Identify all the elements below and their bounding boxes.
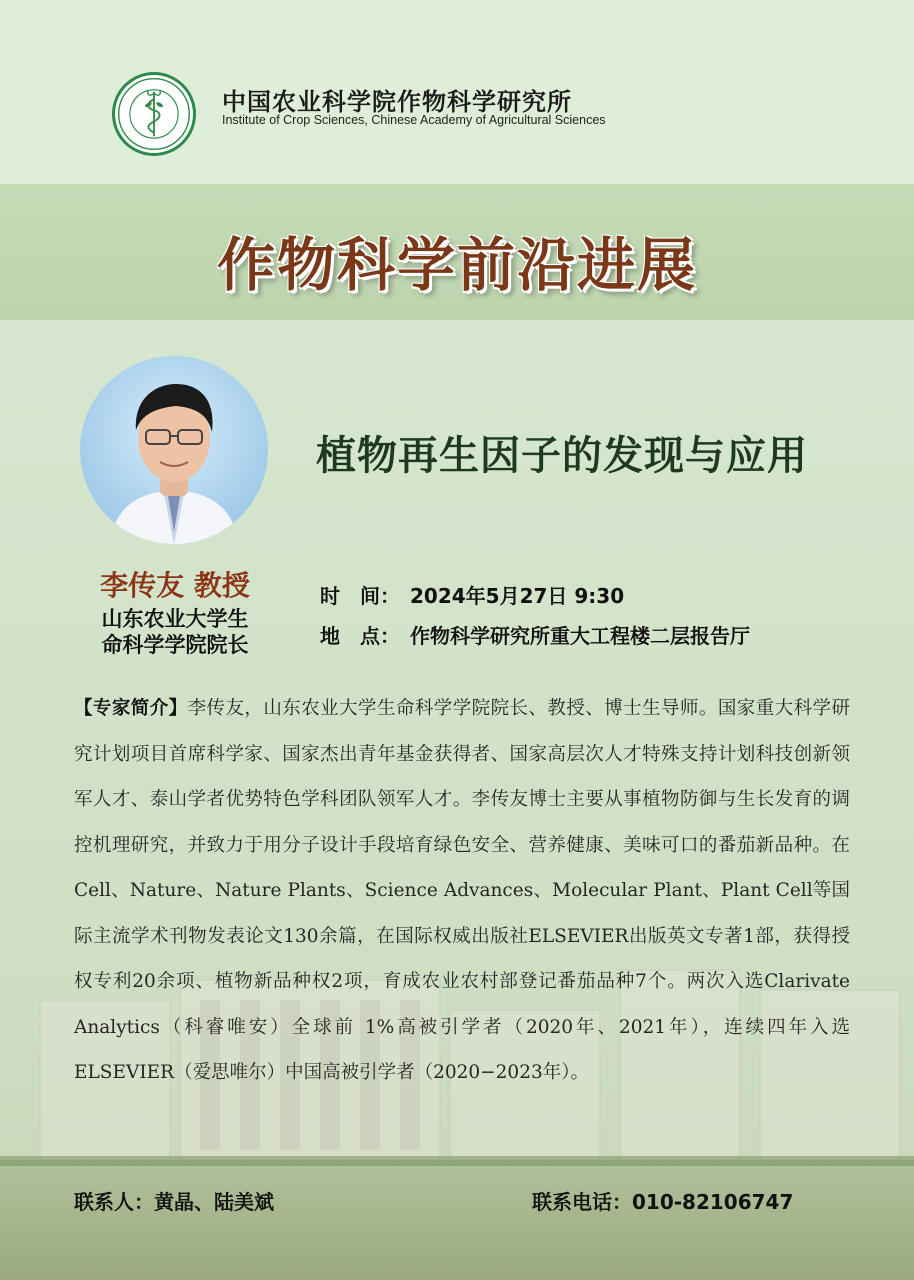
contact-persons: 联系人：黄晶、陆美斌 <box>74 1190 274 1214</box>
event-time-value: 2024年5月27日 9:30 <box>410 584 625 608</box>
expert-bio <box>74 686 850 1096</box>
event-place-value: 作物科学研究所重大工程楼二层报告厅 <box>410 624 750 648</box>
event-time-label: 时 间： <box>320 584 400 608</box>
bio-label: 【专家简介】 <box>74 698 188 719</box>
institute-name-cn: 中国农业科学院作物科学研究所 <box>222 88 572 116</box>
speaker-portrait <box>80 356 268 544</box>
speaker-affiliation-line1: 山东农业大学生 <box>101 607 249 631</box>
speaker-name: 李传友 教授 <box>100 569 250 602</box>
series-title: 作物科学前沿进展 <box>216 231 697 299</box>
talk-title: 植物再生因子的发现与应用 <box>316 433 808 479</box>
event-place <box>320 620 750 649</box>
event-time <box>320 580 624 609</box>
institute-name-en: Institute of Crop Sciences, Chinese Academy of Agricultural Sciences <box>222 113 606 127</box>
bio-text: 李传友，山东农业大学生命科学学院院长、教授、博士生导师。国家重大科学研究计划项目首席科学家、国家杰出青年基金获得者、国家高层次人才特殊支持计划科技创新领军人才、泰山学者优势特色学科团队领军人才。李传友博士主要从事植物防御与生长发育的调控机理研究，并致力于用分子设计手段培育绿色安全、营养健康、美味可口的番茄新品种。在Cell、Nature、Nature Plants、Science Advances、Molecular Plant、Plant Cell等国际主流学术刊物发表论文130余篇，在国际权威出版社ELSEVIER出版英文专著1部，获得授权专利20余项、植物新品种权2项，育成农业农村部登记番茄品种7个。两次入选Clarivate Analytics（科睿唯安）全球前 1%高被引学者（2020年、2021年），连续四年入选ELSEVIER（爱思唯尔）中国高被引学者（2020−2023年）。 <box>74 698 850 1083</box>
contact-phone: 联系电话：010-82106747 <box>532 1190 794 1214</box>
event-place-label: 地 点： <box>320 624 400 648</box>
speaker-affiliation-line2: 命科学学院院长 <box>101 633 249 657</box>
speaker-affiliation <box>60 606 290 658</box>
caas-crop-sciences-seal-icon <box>112 72 196 156</box>
